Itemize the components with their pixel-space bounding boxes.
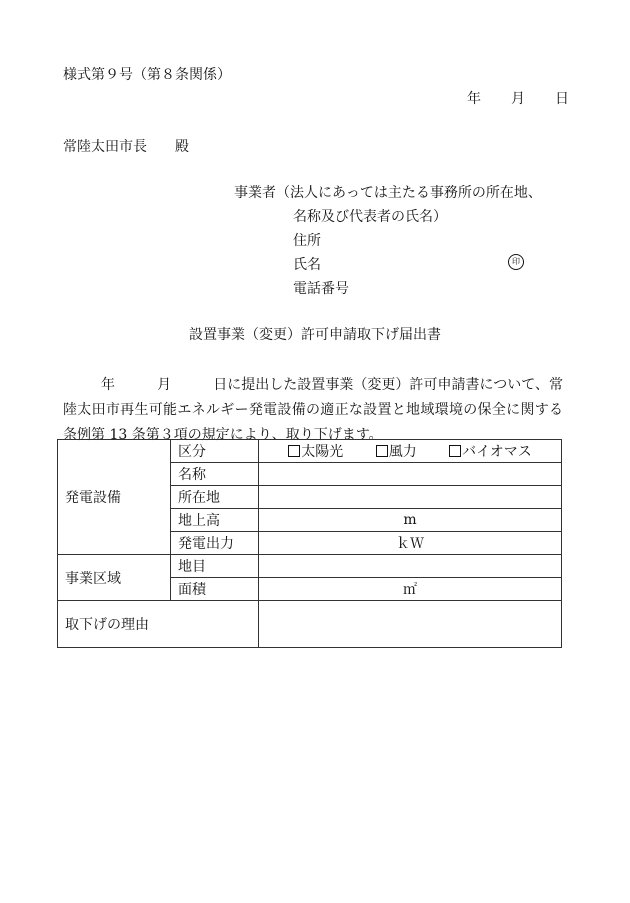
table-row	[58, 555, 562, 578]
area-unit: ㎡	[403, 582, 417, 598]
form-table	[57, 439, 562, 648]
body-year: 年	[101, 377, 116, 393]
row-label-name: 名称	[171, 463, 259, 486]
document-title: 設置事業（変更）許可申請取下げ届出書	[189, 327, 441, 343]
submission-date	[467, 90, 569, 108]
height-unit: m	[403, 512, 417, 528]
checkbox-icon[interactable]	[376, 445, 388, 457]
date-year-label: 年	[467, 91, 481, 107]
row-label-output: 発電出力	[171, 532, 259, 555]
reason-value[interactable]	[259, 601, 562, 648]
kubun-options	[259, 440, 562, 463]
address-label: 住所	[293, 233, 321, 249]
applicant-block	[234, 184, 542, 304]
table-row	[58, 440, 562, 463]
row-label-height: 地上高	[171, 509, 259, 532]
name-value[interactable]	[259, 463, 562, 486]
form-number: 様式第９号（第８条関係）	[63, 67, 231, 83]
date-month-label: 月	[511, 91, 525, 107]
addressee: 常陸太田市長 殿	[63, 139, 189, 155]
row-label-location: 所在地	[171, 486, 259, 509]
group-facility-label: 発電設備	[58, 440, 171, 555]
location-value[interactable]	[259, 486, 562, 509]
seal-mark: 印	[508, 254, 524, 270]
reason-label: 取下げの理由	[58, 601, 259, 648]
row-label-chimoku: 地目	[171, 555, 259, 578]
date-day-label: 日	[555, 91, 569, 107]
body-paragraph	[63, 373, 563, 448]
height-value[interactable]	[259, 509, 562, 532]
applicant-label-cont: 名称及び代表者の氏名）	[293, 209, 447, 225]
phone-label: 電話番号	[293, 281, 349, 297]
row-label-kubun: 区分	[171, 440, 259, 463]
chimoku-value[interactable]	[259, 555, 562, 578]
row-label-menseki: 面積	[171, 578, 259, 601]
output-unit: ｋＷ	[396, 536, 424, 552]
option-biomass-label: バイオマス	[462, 444, 532, 460]
option-wind[interactable]	[376, 444, 417, 460]
menseki-value[interactable]	[259, 578, 562, 601]
name-label: 氏名	[293, 257, 321, 273]
option-solar[interactable]	[288, 444, 343, 460]
option-biomass[interactable]	[449, 444, 532, 460]
checkbox-icon[interactable]	[288, 445, 300, 457]
applicant-label: 事業者（法人にあっては主たる事務所の所在地、	[234, 185, 542, 201]
option-solar-label: 太陽光	[301, 444, 344, 460]
output-value[interactable]	[259, 532, 562, 555]
table-row	[58, 601, 562, 648]
body-text: 日に提出した設置事業（変更）許可申請書について、常陸太田市再生可能エネルギー発電設備の適正な設置と地域環境の保全に関する条例第 13 条第３項の規定により、取り下げます。	[63, 377, 564, 443]
option-wind-label: 風力	[388, 444, 417, 460]
group-area-label: 事業区域	[58, 555, 171, 601]
body-month: 月	[157, 377, 172, 393]
checkbox-icon[interactable]	[449, 445, 461, 457]
